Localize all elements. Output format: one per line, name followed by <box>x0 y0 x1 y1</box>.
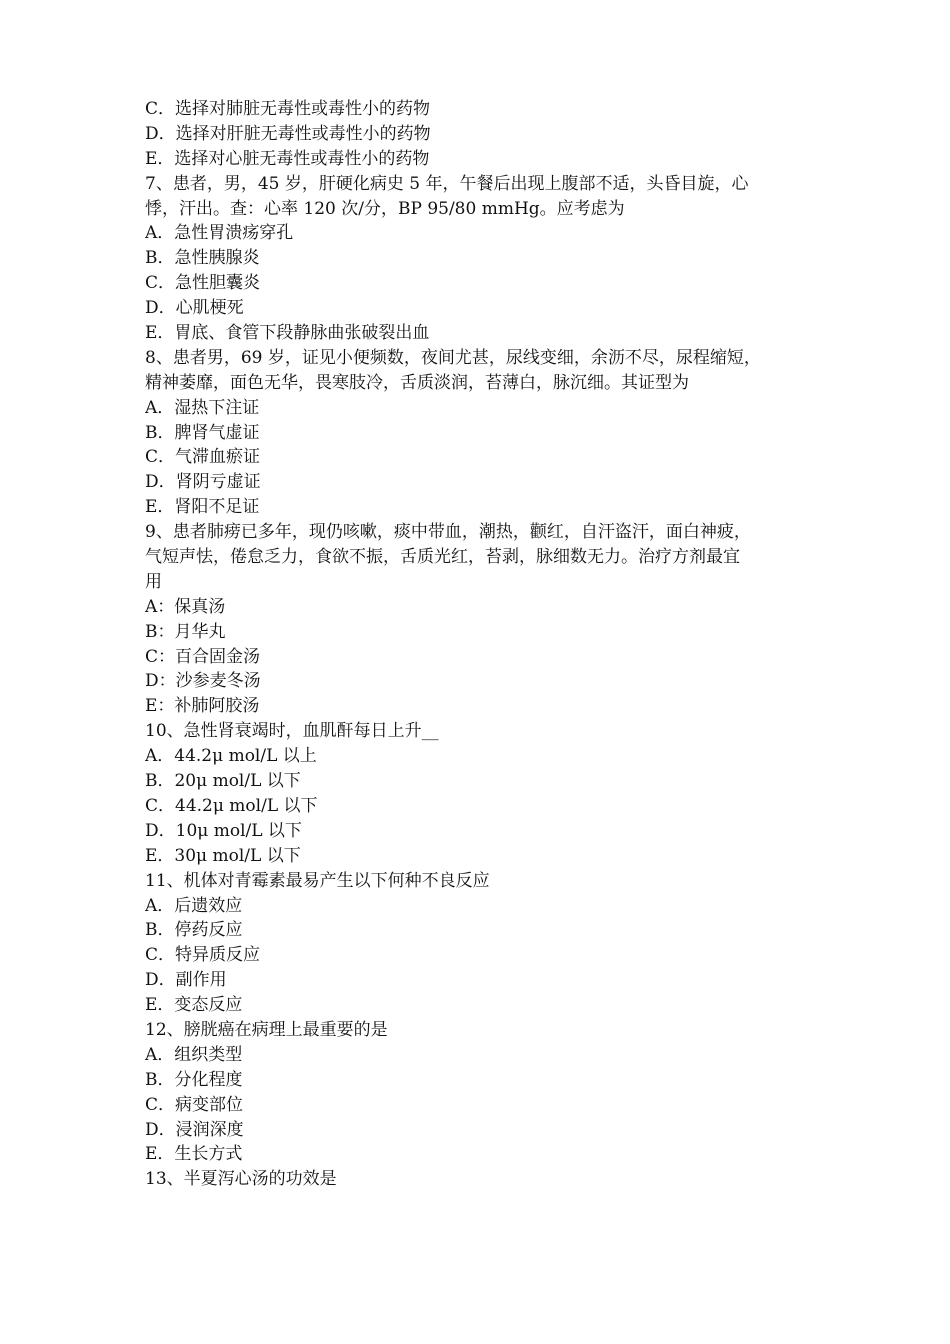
option-c: C．44.2μ mol/L 以下 <box>145 795 318 816</box>
option-a: A．湿热下注证 <box>145 397 260 418</box>
option-e: E．生长方式 <box>145 1144 243 1165</box>
option-a: A．44.2μ mol/L 以上 <box>145 746 317 767</box>
option-d: D．选择对肝脏无毒性或毒性小的药物 <box>145 123 431 144</box>
option-b: B．20μ mol/L 以下 <box>145 771 301 792</box>
option-a: A：保真汤 <box>145 596 226 617</box>
option-d: D．10μ mol/L 以下 <box>145 820 302 841</box>
option-b: B．停药反应 <box>145 920 243 941</box>
option-c: C．气滞血瘀证 <box>145 447 261 468</box>
document-body <box>145 97 825 1192</box>
question-9-line-1: 9、患者肺痨已多年，现仍咳嗽，痰中带血，潮热，颧红，自汗盗汗，面白神疲， <box>145 522 751 543</box>
option-e: E．变态反应 <box>145 995 243 1016</box>
question-8-line-1: 8、患者男，69 岁，证见小便频数，夜间尤甚，尿线变细，余沥不尽，尿程缩短， <box>145 347 761 368</box>
option-c: C．特异质反应 <box>145 945 261 966</box>
option-c: C．急性胆囊炎 <box>145 273 261 294</box>
question-7-line-1: 7、患者，男，45 岁，肝硬化病史 5 年，午餐后出现上腹部不适，头昏目旋，心 <box>145 173 749 194</box>
question-9-line-3: 用 <box>145 571 162 592</box>
option-a: A．组织类型 <box>145 1044 243 1065</box>
question-10: 10、急性肾衰竭时，血肌酐每日上升__ <box>145 721 439 742</box>
question-12: 12、膀胱癌在病理上最重要的是 <box>145 1019 388 1040</box>
option-e: E：补肺阿胶汤 <box>145 696 260 717</box>
option-b: B．脾肾气虚证 <box>145 422 260 443</box>
option-b: B．分化程度 <box>145 1069 243 1090</box>
option-a: A．急性胃溃疡穿孔 <box>145 223 294 244</box>
option-d: D．肾阴亏虚证 <box>145 472 261 493</box>
option-c: C：百合固金汤 <box>145 646 261 667</box>
option-d: D．副作用 <box>145 970 227 991</box>
option-d: D．心肌梗死 <box>145 298 244 319</box>
option-a: A．后遗效应 <box>145 895 243 916</box>
option-b: B：月华丸 <box>145 621 226 642</box>
option-c: C．病变部位 <box>145 1094 244 1115</box>
option-e: E．选择对心脏无毒性或毒性小的药物 <box>145 148 430 169</box>
question-13: 13、半夏泻心汤的功效是 <box>145 1169 337 1190</box>
option-e: E．肾阳不足证 <box>145 497 260 518</box>
option-e: E．30μ mol/L 以下 <box>145 845 301 866</box>
option-b: B．急性胰腺炎 <box>145 248 260 269</box>
option-e: E．胃底、食管下段静脉曲张破裂出血 <box>145 323 430 344</box>
option-d: D：沙参麦冬汤 <box>145 671 261 692</box>
option-c: C．选择对肺脏无毒性或毒性小的药物 <box>145 99 431 119</box>
option-d: D．浸润深度 <box>145 1119 244 1140</box>
question-9-line-2: 气短声怯，倦怠乏力，食欲不振，舌质光红，苔剥，脉细数无力。治疗方剂最宜 <box>145 547 740 568</box>
question-7-line-2: 悸，汗出。查：心率 120 次/分，BP 95/80 mmHg。应考虑为 <box>145 198 625 219</box>
question-8-line-2: 精神萎靡，面色无华，畏寒肢冷，舌质淡润，苔薄白，脉沉细。其证型为 <box>145 372 689 393</box>
question-11: 11、机体对青霉素最易产生以下何种不良反应 <box>145 870 490 891</box>
